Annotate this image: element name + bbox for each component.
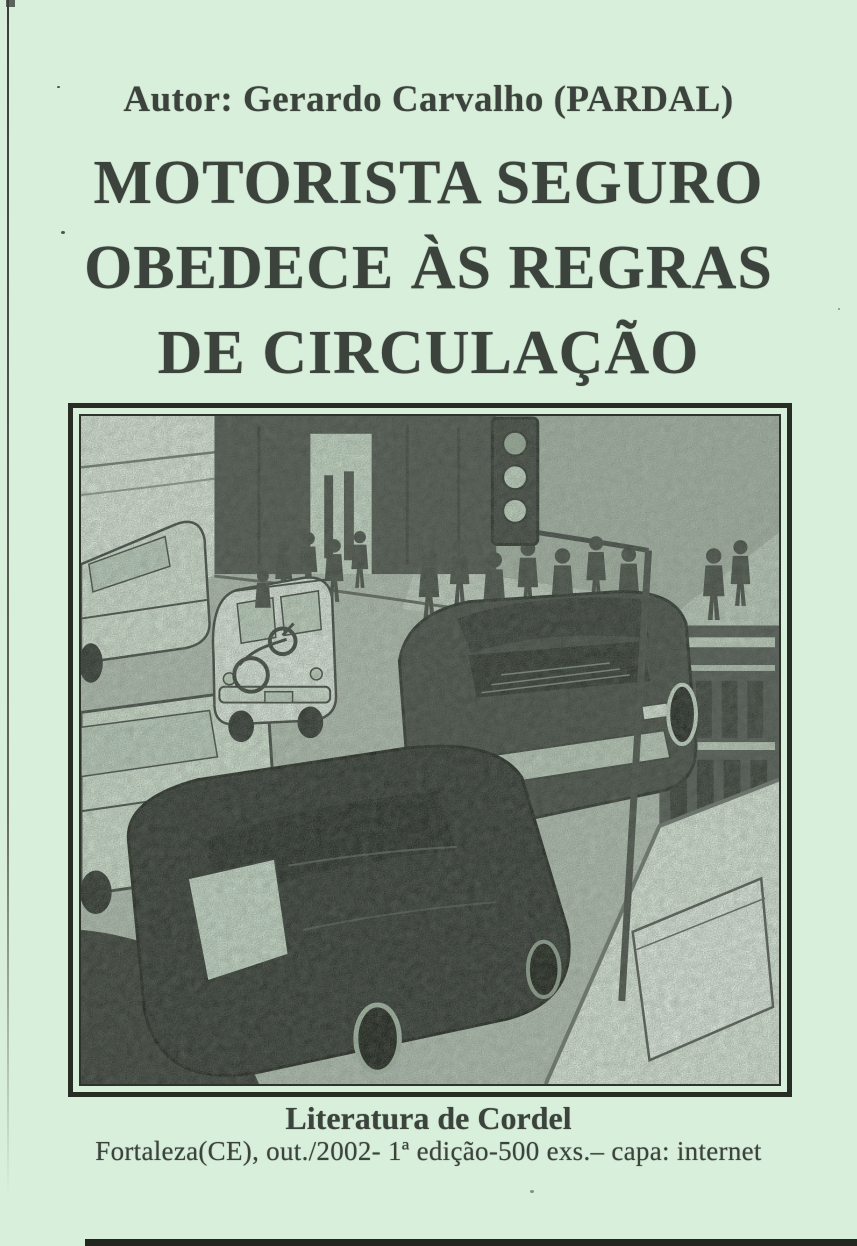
traffic-scene-illustration [81,416,779,1084]
top-rule [85,66,818,69]
scan-edge-bottom [85,1239,857,1246]
title-line-1: MOTORISTA SEGURO [93,149,764,217]
cover-title [0,141,857,396]
title-line-3: DE CIRCULAÇÃO [157,319,700,387]
illustration-frame [68,403,792,1097]
grain-overlay-fine [81,416,779,1084]
author-line: Autor: Gerardo Carvalho (PARDAL) [123,79,734,120]
illustration-frame-inner [79,414,781,1086]
paper-speckle [530,1190,534,1193]
mid-rule [85,131,818,134]
imprint-line: Fortaleza(CE), out./2002- 1ª edição-500 exs.– capa: internet [95,1136,762,1166]
scan-corner-mark [6,0,15,7]
title-line-2: OBEDECE ÀS REGRAS [84,234,773,302]
series-label: Literatura de Cordel [285,1100,572,1136]
